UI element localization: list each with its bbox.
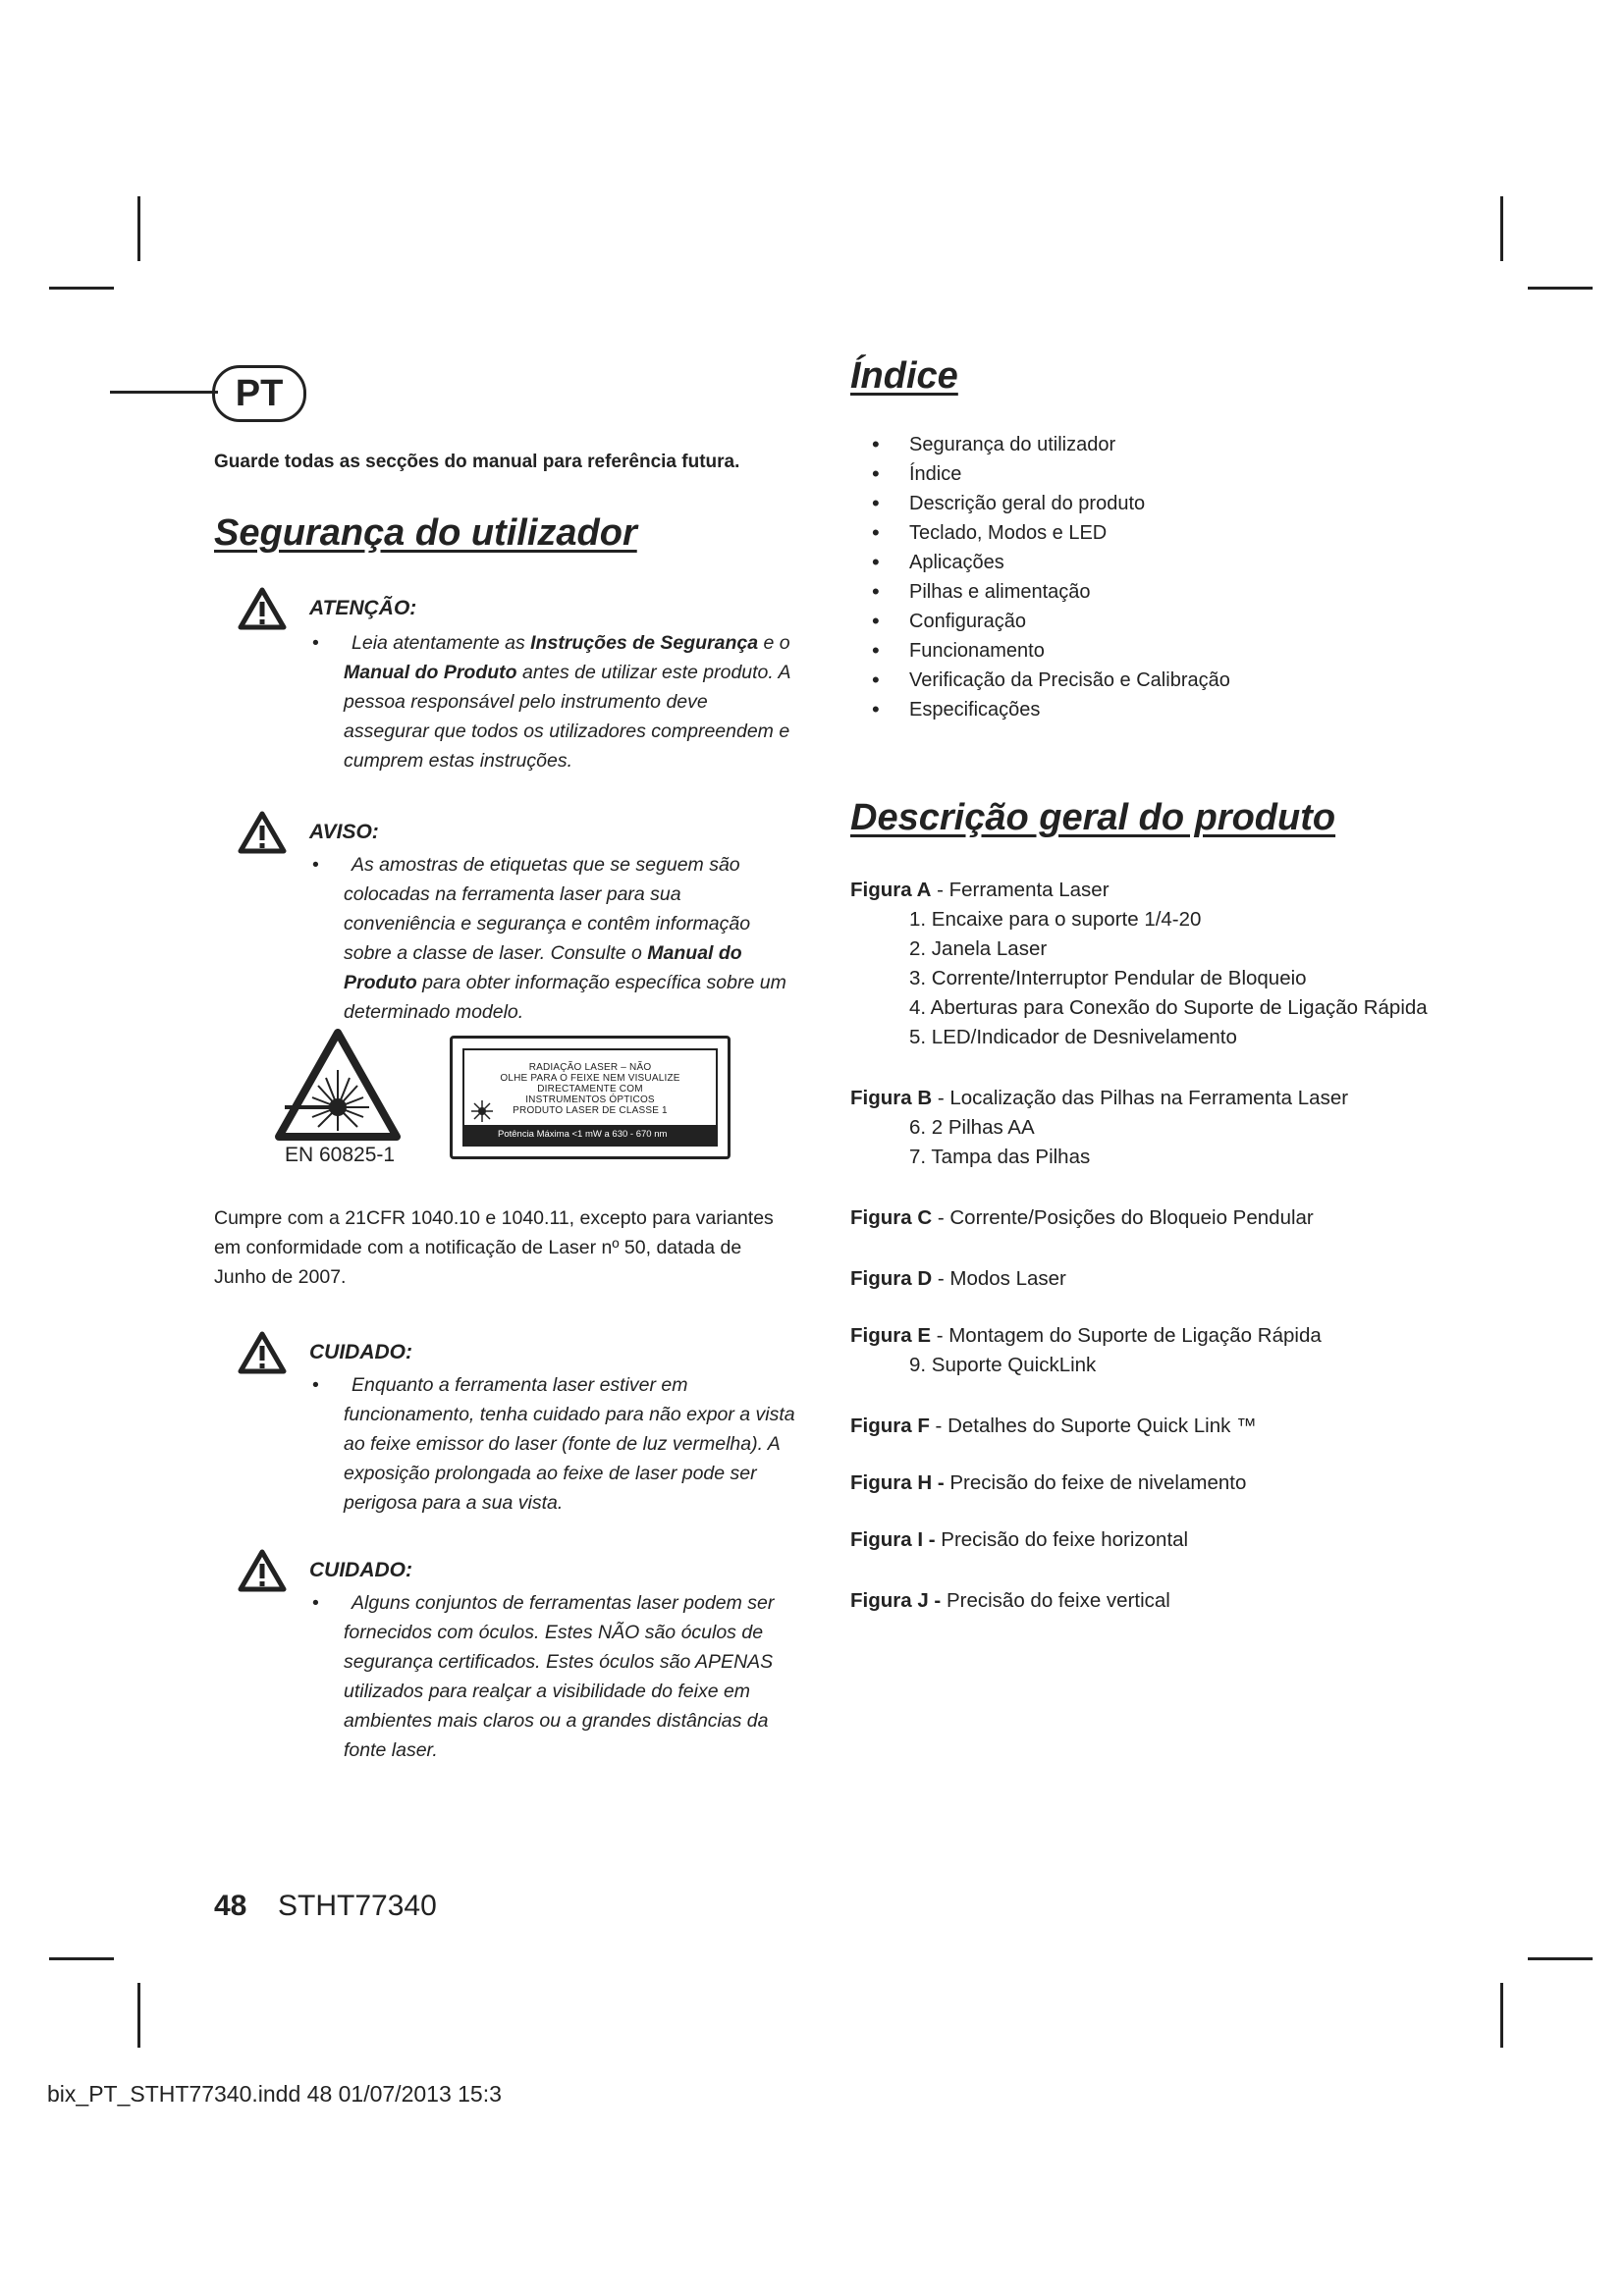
language-badge-line <box>110 391 218 394</box>
toc-item: • Descrição geral do produto <box>872 489 1230 518</box>
figure-description: Detalhes do Suporte Quick Link ™ <box>947 1415 1257 1437</box>
toc-heading: Índice <box>850 355 958 397</box>
figure-separator: - <box>932 1206 950 1229</box>
figure-description: Ferramenta Laser <box>948 879 1110 901</box>
toc-item: • Índice <box>872 459 1230 489</box>
crop-mark <box>49 1957 114 1960</box>
figure-entry <box>850 1321 1479 1351</box>
warning-title-cuidado-oculos: CUIDADO: <box>309 1559 412 1581</box>
figure-entry <box>850 1525 1479 1555</box>
laser-hazard-icon <box>275 1029 401 1141</box>
figure-description: Localização das Pilhas na Ferramenta Laser <box>949 1087 1349 1109</box>
figure-description: Precisão do feixe vertical <box>946 1589 1170 1612</box>
bullet: • <box>312 632 319 654</box>
print-footer: bix_PT_STHT77340.indd 48 01/07/2013 15:3 <box>47 2081 502 2107</box>
figure-description: Precisão do feixe de nivelamento <box>949 1471 1247 1494</box>
warning-triangle-icon <box>238 1549 287 1592</box>
figure-label: Figura J - <box>850 1589 942 1612</box>
crop-mark <box>137 1983 140 2048</box>
standard-label: EN 60825-1 <box>285 1144 396 1166</box>
figure-part-item: 1. Encaixe para o suporte 1/4-20 <box>909 908 1202 931</box>
figure-description: Modos Laser <box>949 1267 1066 1290</box>
figure-entry <box>850 1203 1479 1233</box>
crop-mark <box>1500 196 1503 261</box>
laser-label-line: OLHE PARA O FEIXE NEM VISUALIZE <box>500 1073 680 1084</box>
warning-body-cuidado-oculos: • Alguns conjuntos de ferramentas laser podem ser fornecidos com óculos. Estes NÃO são óculos de segurança certificados. Estes óculos são APENAS utilizados para realçar a visibilidade do feixe em ambientes mais claros ou a grandes distâncias da fonte laser. <box>344 1588 795 1765</box>
safety-heading: Segurança do utilizador <box>214 512 637 554</box>
figure-part-item: 3. Corrente/Interruptor Pendular de Bloqueio <box>909 967 1307 989</box>
figure-label: Figura C <box>850 1206 933 1229</box>
figure-part-item: 9. Suporte QuickLink <box>909 1354 1097 1376</box>
figure-list <box>850 876 1479 1616</box>
language-badge: PT <box>212 365 306 422</box>
page-number: 48 <box>214 1890 247 1922</box>
bullet: • <box>312 1592 319 1614</box>
figure-entry <box>850 1468 1479 1498</box>
bullet: • <box>312 1374 319 1396</box>
figure-entry <box>850 1412 1479 1441</box>
overview-heading: Descrição geral do produto <box>850 797 1336 838</box>
figure-part-item: 5. LED/Indicador de Desnivelamento <box>909 1026 1237 1048</box>
warning-title-atencao: ATENÇÃO: <box>309 597 417 619</box>
figure-entry <box>850 1084 1479 1113</box>
figure-entry <box>850 1264 1479 1294</box>
figure-entry <box>850 1586 1479 1616</box>
warning-title-aviso: AVISO: <box>309 821 379 843</box>
crop-mark <box>1500 1983 1503 2048</box>
crop-mark <box>49 287 114 290</box>
toc-item: • Aplicações <box>872 548 1230 577</box>
figure-separator: - <box>931 1324 949 1347</box>
laser-power-spec: Potência Máxima <1 mW a 630 - 670 nm <box>464 1125 716 1145</box>
figure-part-item: 7. Tampa das Pilhas <box>909 1146 1091 1168</box>
toc-item: • Especificações <box>872 695 1230 724</box>
warning-body-aviso: • As amostras de etiquetas que se seguem são colocadas na ferramenta laser para sua conveniência e segurança e contêm informação sobre a classe de laser. Consulte o Manual do Produto para obter informação específica sobre um determinado modelo. <box>344 850 795 1027</box>
figure-separator: - <box>932 1267 950 1290</box>
laser-label-line: PRODUTO LASER DE CLASSE 1 <box>513 1105 668 1116</box>
warning-triangle-icon <box>238 587 287 630</box>
laser-burst-icon <box>470 1099 494 1123</box>
figure-label: Figura D <box>850 1267 933 1290</box>
figure-description: Montagem do Suporte de Ligação Rápida <box>948 1324 1322 1347</box>
model-number: STHT77340 <box>278 1890 437 1922</box>
figure-part-item: 2. Janela Laser <box>909 937 1048 960</box>
toc-item: • Verificação da Precisão e Calibração <box>872 666 1230 695</box>
crop-mark <box>137 196 140 261</box>
toc-item: • Segurança do utilizador <box>872 430 1230 459</box>
warning-body-atencao: • Leia atentamente as Instruções de Segurança e o Manual do Produto antes de utilizar este produto. A pessoa responsável pelo instrumento deve assegurar que todos os utilizadores compreendem e cumprem estas instruções. <box>344 628 795 775</box>
crop-mark <box>1528 1957 1593 1960</box>
bullet: • <box>312 854 319 876</box>
toc-item: • Configuração <box>872 607 1230 636</box>
warning-triangle-icon <box>238 811 287 854</box>
warning-body-cuidado: • Enquanto a ferramenta laser estiver em funcionamento, tenha cuidado para não expor a vista ao feixe emissor do laser (fonte de luz vermelha). A exposição prolongada ao feixe de laser pode ser perigosa para a sua vista. <box>344 1370 795 1518</box>
figure-part-item: 6. 2 Pilhas AA <box>909 1116 1035 1139</box>
laser-label-line: INSTRUMENTOS ÓPTICOS <box>525 1095 655 1105</box>
toc-item: • Teclado, Modos e LED <box>872 518 1230 548</box>
laser-warning-label <box>450 1036 731 1159</box>
warning-triangle-icon <box>238 1331 287 1374</box>
figure-separator: - <box>932 1087 950 1109</box>
figure-separator: - <box>929 1415 948 1437</box>
toc-list <box>872 430 1230 724</box>
intro-note: Guarde todas as secções do manual para referência futura. <box>214 452 740 472</box>
figure-label: Figura B <box>850 1087 933 1109</box>
figure-part-item: 4. Aberturas para Conexão do Suporte de Ligação Rápida <box>909 996 1428 1019</box>
compliance-text: Cumpre com a 21CFR 1040.10 e 1040.11, excepto para variantes em conformidade com a notificação de Laser nº 50, datada de Junho de 2007. <box>214 1207 774 1288</box>
toc-item: • Funcionamento <box>872 636 1230 666</box>
figure-entry <box>850 876 1479 905</box>
warning-title-cuidado: CUIDADO: <box>309 1341 412 1363</box>
figure-label: Figura E <box>850 1324 932 1347</box>
figure-description: Precisão do feixe horizontal <box>941 1528 1189 1551</box>
figure-label: Figura A <box>850 879 932 901</box>
figure-label: Figura I - <box>850 1528 936 1551</box>
figure-label: Figura H - <box>850 1471 945 1494</box>
toc-item: • Pilhas e alimentação <box>872 577 1230 607</box>
figure-label: Figura F <box>850 1415 930 1437</box>
laser-label-line: DIRECTAMENTE COM <box>537 1084 643 1095</box>
laser-label-line: RADIAÇÃO LASER – NÃO <box>528 1062 652 1073</box>
figure-separator: - <box>931 879 949 901</box>
crop-mark <box>1528 287 1593 290</box>
figure-description: Corrente/Posições do Bloqueio Pendular <box>949 1206 1314 1229</box>
